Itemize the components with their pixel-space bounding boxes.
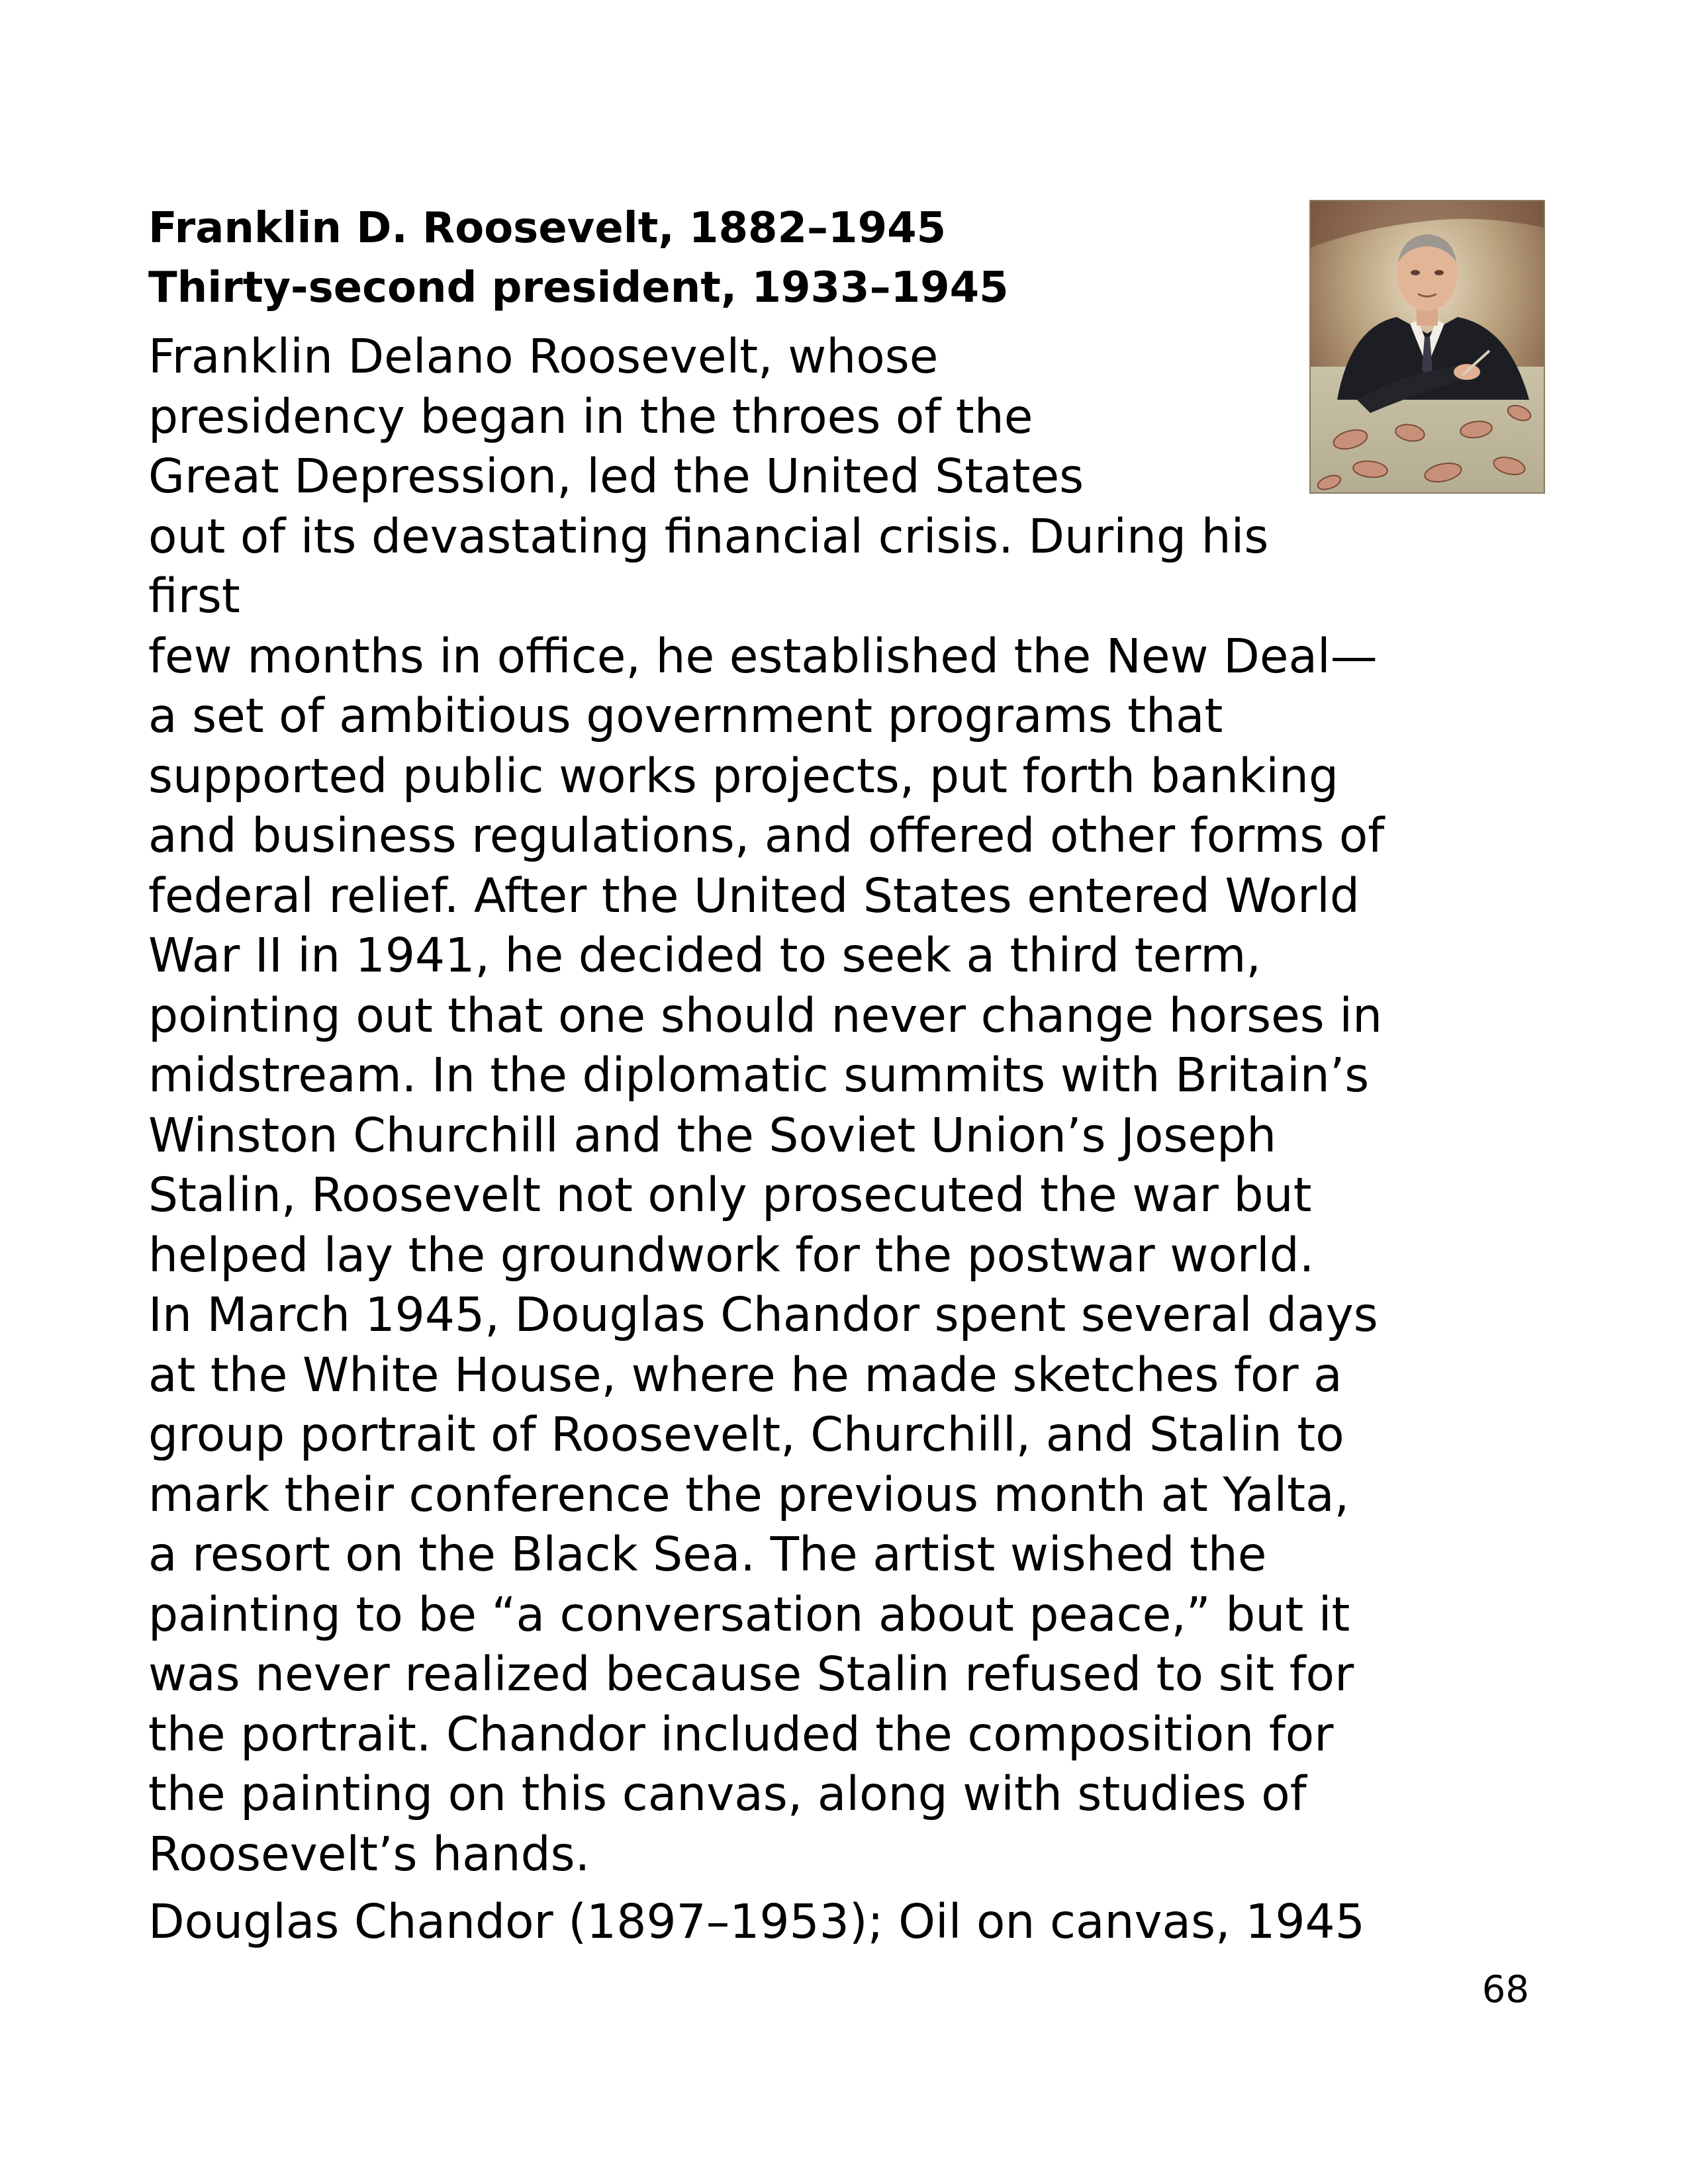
body-paragraph: Franklin Delano Roosevelt, whose presidency began in the throes of the Great Depression, led the United States out of its devastating financial crisis. During his first few months in office, he established the New Deal— a set of ambitious government programs that supported public works projects, put forth banking and business regulations, and offered other forms of federal relief. After the United States entered World War II in 1941, he decided to seek a third term, pointing out that one should never change horses in midstream. In the diplomatic summits with Britain’s Winston Churchill and the Soviet Union’s Joseph Stalin, Roosevelt not only prosecuted the war but helped lay the groundwork for the postwar world. In March 1945, Douglas Chandor spent several days at the White House, where he made sketches for a group portrait of Roosevelt, Churchill, and Stalin to mark their conference the previous month at Yalta, a resort on the Black Sea. The artist wished the painting to be “a conversation about peace,” but it was never realized because Stalin refused to sit for the portrait. Chandor included the composition for the painting on this canvas, along with studies of Roosevelt’s hands. [148,329,1385,1882]
article [148,199,1545,1952]
roosevelt-portrait-image [1309,200,1545,494]
artwork-credit: Douglas Chandor (1897–1953); Oil on canvas, 1945 [148,1894,1365,1949]
title-presidency: Thirty-second president, 1933–1945 [148,263,1009,312]
page-number: 68 [1481,1968,1529,2011]
title-name-dates: Franklin D. Roosevelt, 1882–1945 [148,204,947,253]
